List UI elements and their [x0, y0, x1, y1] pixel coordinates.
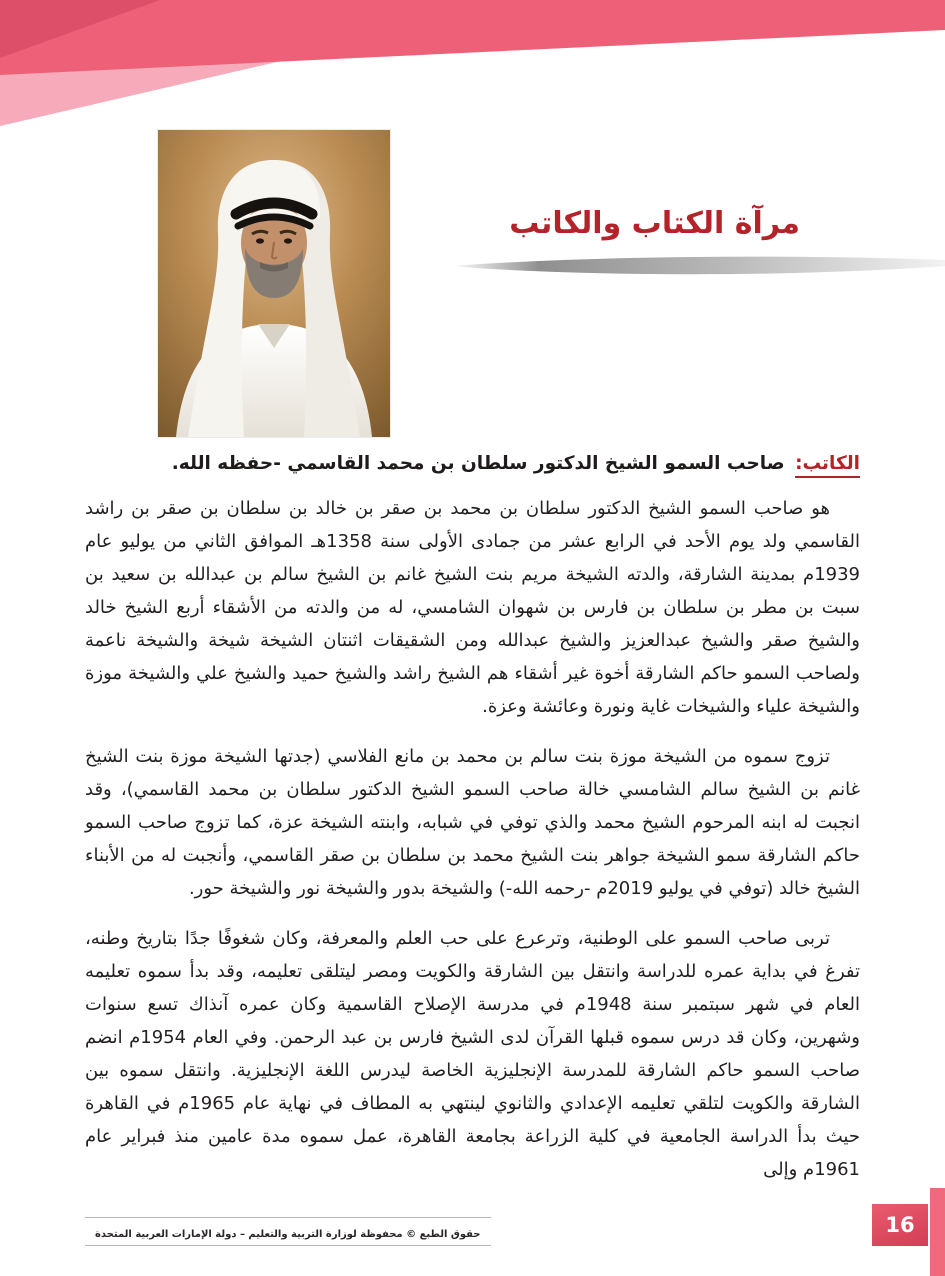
author-label: الكاتب: [795, 453, 860, 478]
author-line [85, 453, 860, 474]
sheikh-portrait [158, 130, 390, 437]
author-name: صاحب السمو الشيخ الدكتور سلطان بن محمد القاسمي -حفظه الله. [171, 453, 785, 474]
page-title: مرآة الكتاب والكاتب [509, 206, 800, 241]
paragraph-family: تزوج سموه من الشيخة موزة بنت سالم بن محمد بن مانع الفلاسي (جدتها الشيخة موزة بنت الشيخ غانم بن الشيخ سالم الشامسي خالة صاحب السمو الشيخ الدكتور سلطان بن محمد القاسمي)، وقد انجبت له ابنه المرحوم الشيخ محمد والذي توفي في شبابه، وابنته الشيخة عزة، كما تزوج صاحب السمو حاكم الشارقة سمو الشيخة جواهر بنت الشيخ محمد بن سلطان بن صقر القاسمي، وأنجبت له من الأبناء الشيخ خالد (توفي في يوليو 2019م -رحمه الله-) والشيخة بدور والشيخة نور والشيخة حور. [85, 746, 860, 899]
page-number: 16 [885, 1213, 915, 1237]
copyright-text: حقوق الطبع © محفوظة لوزارة التربية والتعليم – دولة الإمارات العربية المتحدة [95, 1229, 481, 1240]
footer [85, 1217, 491, 1246]
sheikh-portrait-image [158, 130, 390, 437]
top-corner-decoration [0, 0, 945, 130]
right-edge-accent-bar [930, 1188, 945, 1276]
title-underline-swoosh [450, 252, 945, 282]
page-number-badge [872, 1204, 928, 1246]
article-body [85, 453, 860, 1203]
paragraph-lineage: هو صاحب السمو الشيخ الدكتور سلطان بن محمد بن صقر بن خالد بن سلطان بن صقر بن راشد القاسمي ولد يوم الأحد في الرابع عشر من جمادى الأولى سنة 1358هـ الموافق الثاني من يوليو عام 1939م بمدينة الشارقة، والدته الشيخة مريم بنت الشيخ غانم بن الشيخ سالم بن عبدالله بن سعيد بن سبت بن مطر بن سلطان بن فارس بن شهوان الشامسي، له من والدته من الأشقاء أربع الشيخ خالد والشيخ صقر والشيخ عبدالعزيز والشيخ عبدالله ومن الشقيقات اثنتان الشيخة شيخة والشيخة ناعمة ولصاحب السمو حاكم الشارقة أخوة غير أشقاء هم الشيخ راشد والشيخ حميد والشيخ علي والشيخة موزة والشيخة علياء والشيخات غاية ونورة وعائشة وعزة. [85, 498, 860, 717]
paragraph-education: تربى صاحب السمو على الوطنية، وترعرع على حب العلم والمعرفة، وكان شغوفًا جدًا بتاريخ وطنه، تفرغ في بداية عمره للدراسة وانتقل بين الشارقة والكويت ومصر ليتلقى تعليمه، وقد بدأ سموه تعليمه العام في شهر سبتمبر سنة 1948م في مدرسة الإصلاح القاسمية وكان عمره آنذاك تسع سنوات وشهرين، وكان قد درس سموه قبلها القرآن لدى الشيخ فارس بن عبد الرحمن. وفي العام 1954م انضم صاحب السمو حاكم الشارقة للمدرسة الإنجليزية الخاصة ليدرس اللغة الإنجليزية. وانتقل سموه بين الشارقة والكويت لتلقي تعليمه الإعدادي والثانوي لينتهي به المطاف في نهاية عام 1965م في القاهرة حيث بدأ الدراسة الجامعية في كلية الزراعة بجامعة القاهرة، عمل سموه مدة عامين منذ فبراير عام 1961م وإلى [85, 928, 861, 1180]
